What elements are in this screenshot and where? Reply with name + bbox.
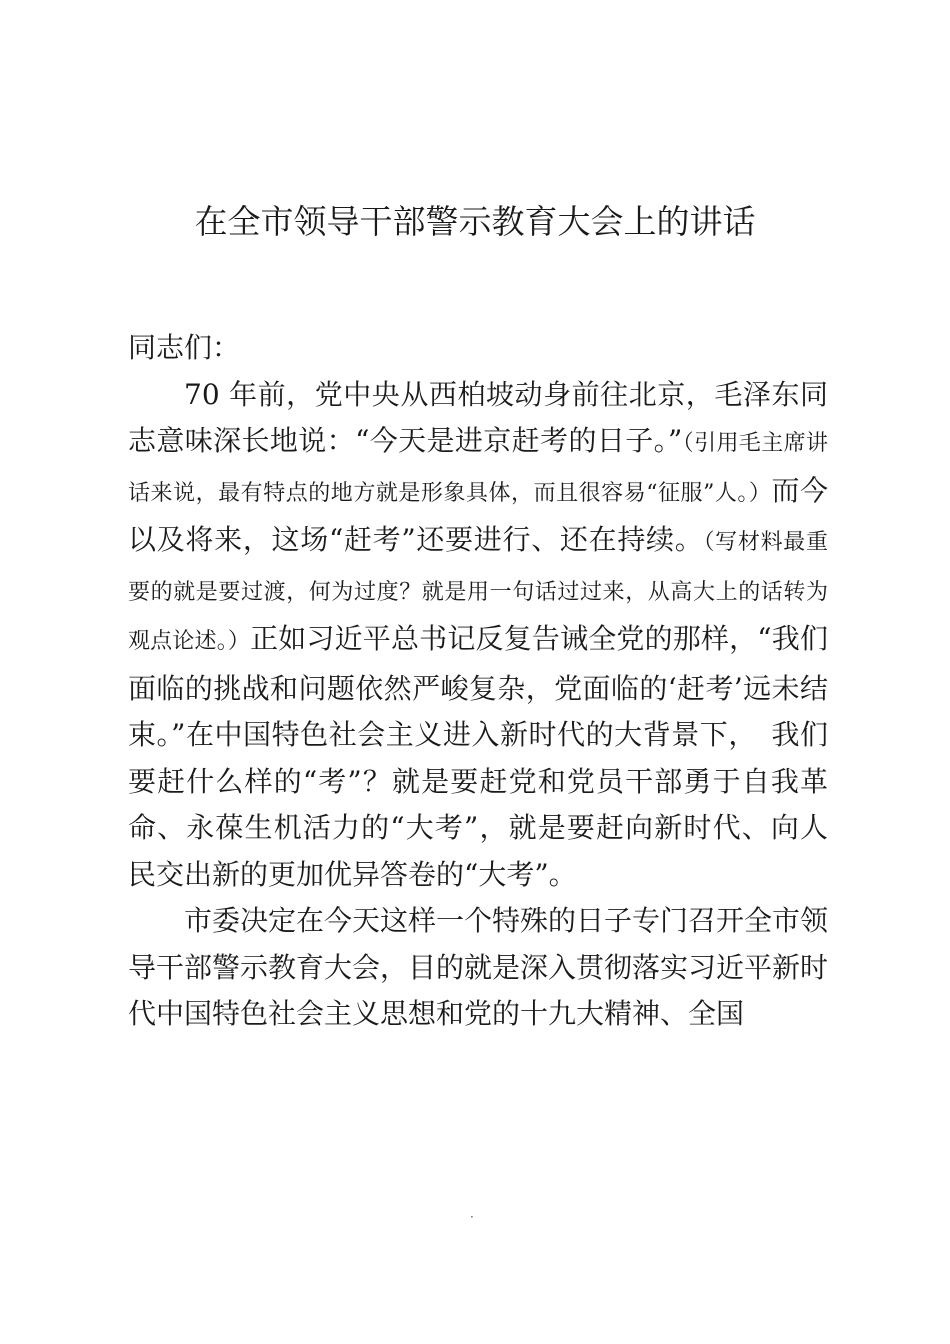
footer-mark: · <box>470 1210 474 1224</box>
paragraph-1-part-3: 正如习近平总书记反复告诫全党的那样，“我们面临的挑战和问题依然严峻复杂，党面临的‘赶考’远未结束。”在中国特色社会主义进入新时代的大背景下， 我们要赶什么样的“考”？就是要赶党和党员干部勇于自我革命、永葆生机活力的“大考”，就是要赶向新时代、向人民交出新的更加优异答卷的“大考”。 <box>128 622 828 891</box>
paragraph-1-note-1: （引用毛主席讲话来说，最有特点的地方就是形象具体，而且很容易“征服”人。） <box>128 431 828 506</box>
salutation: 同志们： <box>128 331 241 364</box>
document-title: 在全市领导干部警示教育大会上的讲话 <box>194 202 756 241</box>
paragraph-1-part-2: 而今以及将来，这场“赶考”还要进行、还在持续。 <box>128 473 828 556</box>
document-body <box>128 325 828 1038</box>
paragraph-1-note-2: （写材料最重要的就是要过渡，何为过度？就是用一句话过过来，从高大上的话转为观点论述。） <box>128 530 828 654</box>
paragraph-1 <box>128 372 828 899</box>
paragraph-2: 市委决定在今天这样一个特殊的日子专门召开全市领导干部警示教育大会，目的就是深入贯彻落实习近平新时代中国特色社会主义思想和党的十九大精神、全国 <box>128 904 829 1030</box>
paragraph-1-part-1: 70 年前，党中央从西柏坡动身前往北京，毛泽东同志意味深长地说：“今天是进京赶考的日子。” <box>128 377 828 457</box>
